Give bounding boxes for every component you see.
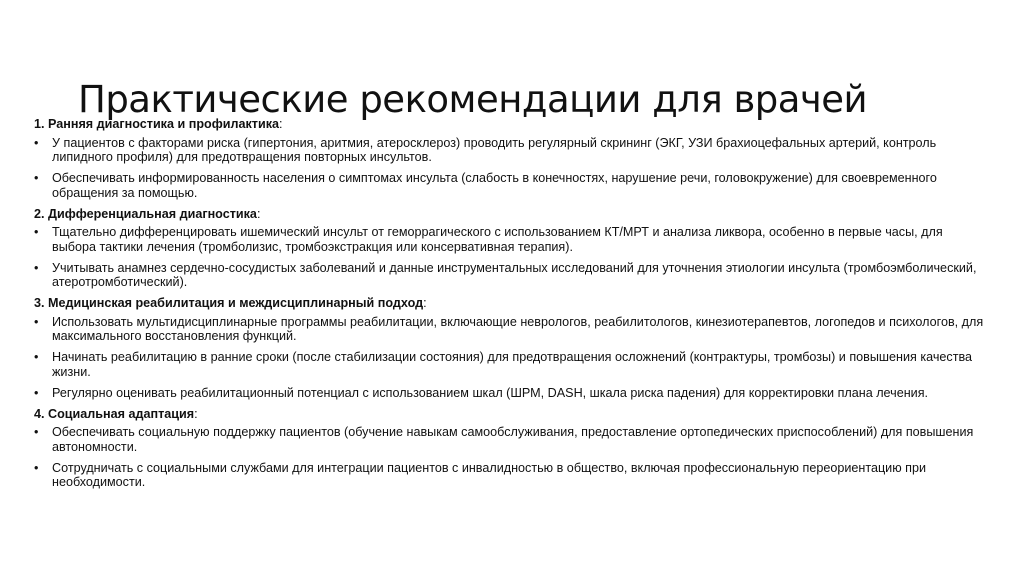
- section-heading-text: 4. Социальная адаптация: [34, 406, 195, 421]
- list-item: • Использовать мультидисциплинарные программы реабилитации, включающие неврологов, реабилитологов, кинезиотерапевтов, логопедов и психологов, для максимального восстановления функций.: [34, 315, 984, 344]
- list-item: • Тщательно дифференцировать ишемический инсульт от геморрагического с использованием КТ/МРТ и анализа ликвора, особенно в первые часы, для выбора тактики лечения (тромболизис, тромбоэкстракция или консервативная терапия).: [34, 225, 984, 254]
- list-item: • Регулярно оценивать реабилитационный потенциал с использованием шкал (ШРМ, DASH, шкала риска падения) для корректировки плана лечения.: [34, 386, 984, 401]
- section-heading: [34, 207, 984, 222]
- bullet-list: [34, 315, 984, 401]
- slide-title: Практические рекомендации для врачей: [78, 77, 868, 121]
- section-heading-colon: :: [279, 117, 283, 131]
- list-item: • Обеспечивать информированность населения о симптомах инсульта (слабость в конечностях, нарушение речи, головокружение) для своевременного обращения за помощью.: [34, 171, 984, 200]
- section-heading: [34, 407, 984, 422]
- section-heading-text: 2. Дифференциальная диагностика: [34, 206, 257, 221]
- list-item: • У пациентов с факторами риска (гипертония, аритмия, атеросклероз) проводить регулярный скрининг (ЭКГ, УЗИ брахиоцефальных артерий, контроль липидного профиля) для предотвращения повторных инсультов.: [34, 136, 984, 165]
- section-rehabilitation: [34, 296, 984, 400]
- list-item: • Начинать реабилитацию в ранние сроки (после стабилизации состояния) для предотвращения осложнений (контрактуры, тромбозы) и повышения качества жизни.: [34, 350, 984, 379]
- slide-content: [34, 117, 984, 496]
- section-heading-colon: :: [256, 206, 261, 221]
- section-heading-text: 1. Ранняя диагностика и профилактика: [34, 117, 280, 131]
- list-item: • Учитывать анамнез сердечно-сосудистых заболеваний и данные инструментальных исследований для уточнения этиологии инсульта (тромбоэмболический, атеротромботический).: [34, 261, 984, 290]
- list-item: • Обеспечивать социальную поддержку пациентов (обучение навыкам самообслуживания, предоставление ортопедических приспособлений) для повышения автономности.: [34, 425, 984, 454]
- bullet-list: [34, 136, 984, 201]
- section-heading-colon: :: [423, 296, 427, 310]
- section-heading-text: 3. Медицинская реабилитация и междисциплинарный подход: [34, 296, 424, 310]
- bullet-list: [34, 425, 984, 490]
- bullet-list: [34, 225, 984, 290]
- section-heading: [34, 296, 984, 311]
- section-early-diagnostics: [34, 117, 984, 200]
- list-item: • Сотрудничать с социальными службами для интеграции пациентов с инвалидностью в общество, включая профессиональную переориентацию при необходимости.: [34, 461, 984, 490]
- section-social-adaptation: [34, 407, 984, 490]
- section-heading: [34, 117, 984, 132]
- section-differential-diagnostics: [34, 207, 984, 290]
- section-heading-colon: :: [194, 406, 198, 421]
